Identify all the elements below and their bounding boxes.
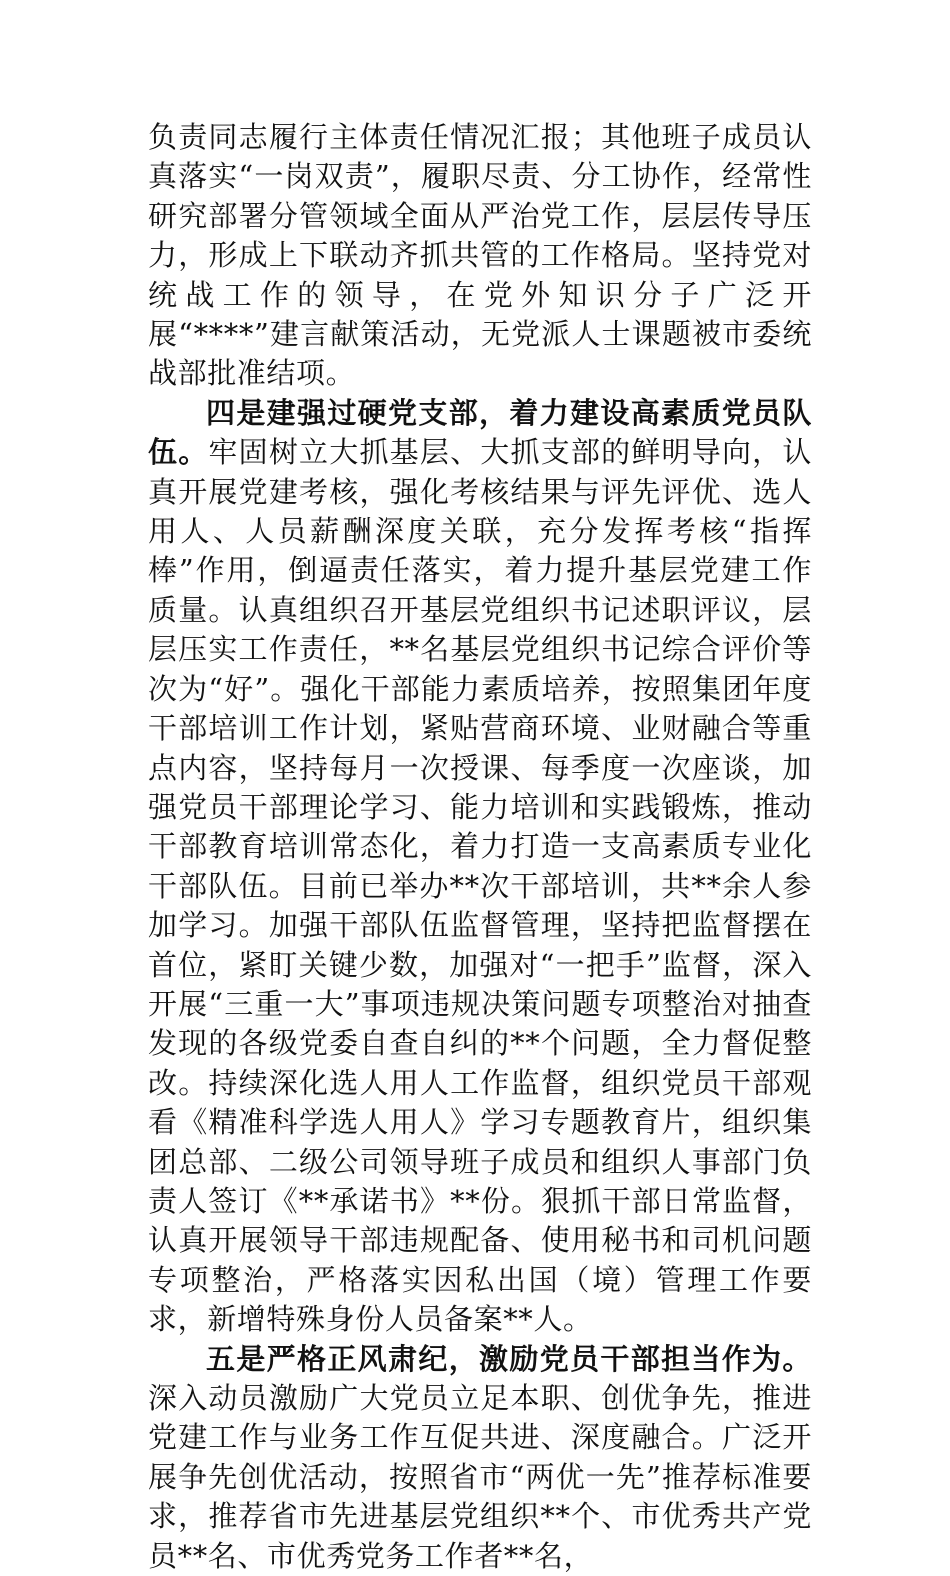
paragraph-text: 深入动员激励广大党员立足本职、创优争先，推进党建工作与业务工作互促共进、深度融合。广泛开展争先创优活动，按照省市“两优一先”推荐标准要求，推荐省市先进基层党组织**个、市优秀共产党员**名、市优秀党务工作者**名， xyxy=(148,1381,812,1573)
section-heading: 五是严格正风肃纪，激励党员干部担当作为。 xyxy=(206,1341,812,1376)
paragraph-text: 牢固树立大抓基层、大抓支部的鲜明导向，认真开展党建考核，强化考核结果与评先评优、选人用人、人员薪酬深度关联，充分发挥考核“指挥棒”作用，倒逼责任落实，着力提升基层党建工作质量。认真组织召开基层党组织书记述职评议，层层压实工作责任，**名基层党组织书记综合评价等次为“好”。强化干部能力素质培养，按照集团年度干部培训工作计划，紧贴营商环境、业财融合等重点内容，坚持每月一次授课、每季度一次座谈，加强党员干部理论学习、能力培训和实践锻炼，推动干部教育培训常态化，着力打造一支高素质专业化干部队伍。目前已举办**次干部培训，共**余人参加学习。加强干部队伍监督管理，坚持把监督摆在首位，紧盯关键少数，加强对“一把手”监督，深入开展“三重一大”事项违规决策问题专项整治对抽查发现的各级党委自查自纠的**个问题，全力督促整改。持续深化选人用人工作监督，组织党员干部观看《精准科学选人用人》学习专题教育片，组织集团总部、二级公司领导班子成员和组织人事部门负责人签订《**承诺书》**份。狠抓干部日常监督，认真开展领导干部违规配备、使用秘书和司机问题专项整治，严格落实因私出国（境）管理工作要求，新增特殊身份人员备案**人。 xyxy=(148,435,812,1337)
paragraph-section-five xyxy=(148,1340,812,1576)
paragraph-text: 负责同志履行主体责任情况汇报；其他班子成员认真落实“一岗双责”，履职尽责、分工协作，经常性研究部署分管领域全面从严治党工作，层层传导压力，形成上下联动齐抓共管的工作格局。坚持党对统战工作的领导，在党外知识分子广泛开展“****”建言献策活动，无党派人士课题被市委统战部批准结项。 xyxy=(148,120,812,391)
document-page xyxy=(148,118,812,1576)
paragraph-continuation xyxy=(148,118,812,394)
section-heading: 四是建强过硬党支部，着力建设高素质党员队伍。 xyxy=(148,395,812,470)
paragraph-section-four xyxy=(148,394,812,1340)
